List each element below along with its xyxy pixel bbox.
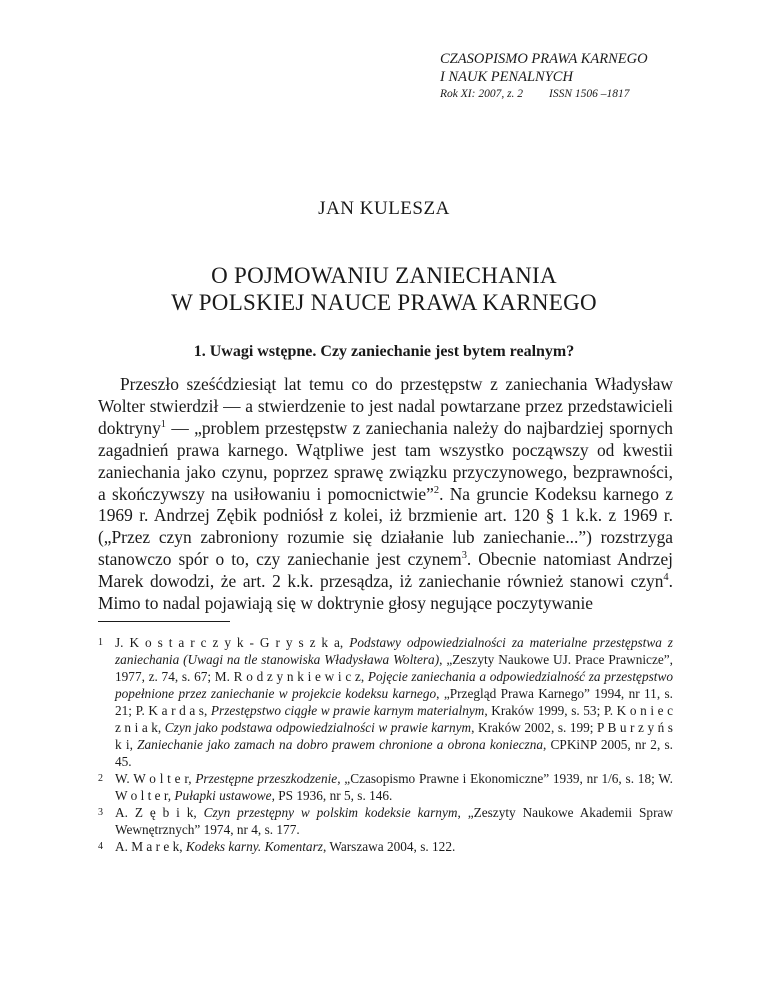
citation-text: , Warszawa 2004, s. 122. [322,839,456,854]
citation-text: , PS 1936, nr 5, s. 146. [271,788,393,803]
citation-text: , „Zeszyty Naukowe Akademii Spraw Wewnętrznych” 1974, nr 4, s. 177. [115,805,673,837]
journal-volume: Rok XI: 2007, z. 2 [440,88,524,100]
footnote [98,634,673,770]
citation-title: Przestępne przeszkodzenie [195,771,338,786]
journal-header [440,50,648,101]
footnote-ref[interactable]: 3 [461,550,467,562]
body-segment: . Na gruncie Kodeksu karnego z 1969 r. Andrzej Zębik podniósł z kolei, iż brzmienie art. 120 § 1 k.k. z 1969 r. („Przez czyn zabroniony rozumie się działanie lub zaniechanie...”) rozstrzyga stanowczo spór o to, czy zaniechanie jest czynem [98,483,673,570]
citation-title: Czyn przestępny w polskim kodeksie karnym [203,805,458,820]
body-text [98,374,673,615]
footnote-separator [98,621,230,622]
paragraph [98,374,673,615]
footnotes [98,634,673,855]
citation-title: Pułapki ustawowe [174,788,272,803]
footnote [98,804,673,838]
journal-meta [440,87,648,101]
citation-title: Kodeks karny. Komentarz [185,839,323,854]
citation-text: , „Zeszyty Naukowe UJ. Prace Prawnicze”, 1977, z. 74, s. 67; M. R o d z y n k i e w i c z, [115,652,673,684]
footnote-text [115,804,673,838]
footnote-ref[interactable]: 1 [160,419,167,431]
citation-title: Podstawy odpowiedzialności za materialne przestępstwa z zaniechania (Uwagi na tle stanowiska Władysława Woltera) [115,635,673,667]
journal-name-line2: I NAUK PENALNYCH [440,69,573,85]
footnote-text [115,838,673,855]
citation-text: , Kraków 1999, s. 53; P. K o n i e c z n i a k, [115,703,673,735]
citation-text: , CPKiNP 2005, nr 2, s. 45. [115,737,673,769]
author-name: JAN KULESZA [318,198,450,219]
body-segment: . Mimo to nadal pojawiają się w doktrynie głosy negujące poczytywanie [98,571,673,614]
citation-title: Przestępstwo ciągłe w prawie karnym materialnym [210,703,485,718]
footnote [98,838,673,855]
article-title [0,262,768,316]
body-segment: . Obecnie natomiast Andrzej Marek dowodzi, że art. 2 k.k. przesądza, iż zaniechanie również stanowi czyn [98,549,674,592]
footnote-ref[interactable]: 2 [433,484,440,496]
footnote-text [115,770,673,804]
citation-text: A. M a r e k, [115,839,186,854]
footnote-ref[interactable]: 4 [663,572,669,584]
journal-name-line1: CZASOPISMO PRAWA KARNEGO [440,51,648,67]
citation-text: , „Czasopismo Prawne i Ekonomiczne” 1939, nr 1/6, s. 18; W. W o l t e r, [115,771,673,803]
citation-text: J. K o s t a r c z y k - G r y s z k a, [115,635,350,650]
citation-title: Czyn jako podstawa odpowiedzialności w prawie karnym [164,720,472,735]
footnote [98,770,673,804]
section-heading: 1. Uwagi wstępne. Czy zaniechanie jest bytem realnym? [193,343,575,360]
citation-title: Zaniechanie jako zamach na dobro prawem chronione a obrona konieczna [137,737,543,752]
citation-text: , „Przegląd Prawa Karnego” 1994, nr 11, s. 21; P. K a r d a s, [115,686,674,718]
citation-text: A. Z ę b i k, [115,805,204,820]
footnote-number: 4 [98,841,103,852]
journal-issn: ISSN 1506 –1817 [549,88,630,100]
citation-title: Pojęcie zaniechania a odpowiedzialność za przestępstwo popełnione przez zaniechanie w projekcie kodeksu karnego [115,669,673,701]
body-segment: Przeszło sześćdziesiąt lat temu co do przestępstw z zaniechania Władysław Wolter stwierdził — a stwierdzenie to jest nadal powtarzane przez przedstawicieli doktryny [98,374,673,438]
footnote-number: 2 [98,773,103,784]
footnote-number: 3 [98,807,103,818]
footnote-text [115,634,673,770]
citation-text: W. W o l t e r, [115,771,196,786]
body-segment: — „problem przestępstw z zaniechania należy do najbardziej spornych zagadnień prawa karnego. Wątpliwe jest tam wszystko począwszy od kwestii zaniechania jako czynu, poprzez sprawę związku przyczynowego, bezprawności, a skończywszy na usiłowaniu i pomocnictwie” [98,417,673,504]
footnote-number: 1 [98,637,103,648]
article-title-line1: O POJMOWANIU ZANIECHANIA [211,263,557,288]
citation-text: , Kraków 2002, s. 199; P B u r z y ń s k i, [115,720,673,752]
article-title-line2: W POLSKIEJ NAUCE PRAWA KARNEGO [171,290,597,315]
